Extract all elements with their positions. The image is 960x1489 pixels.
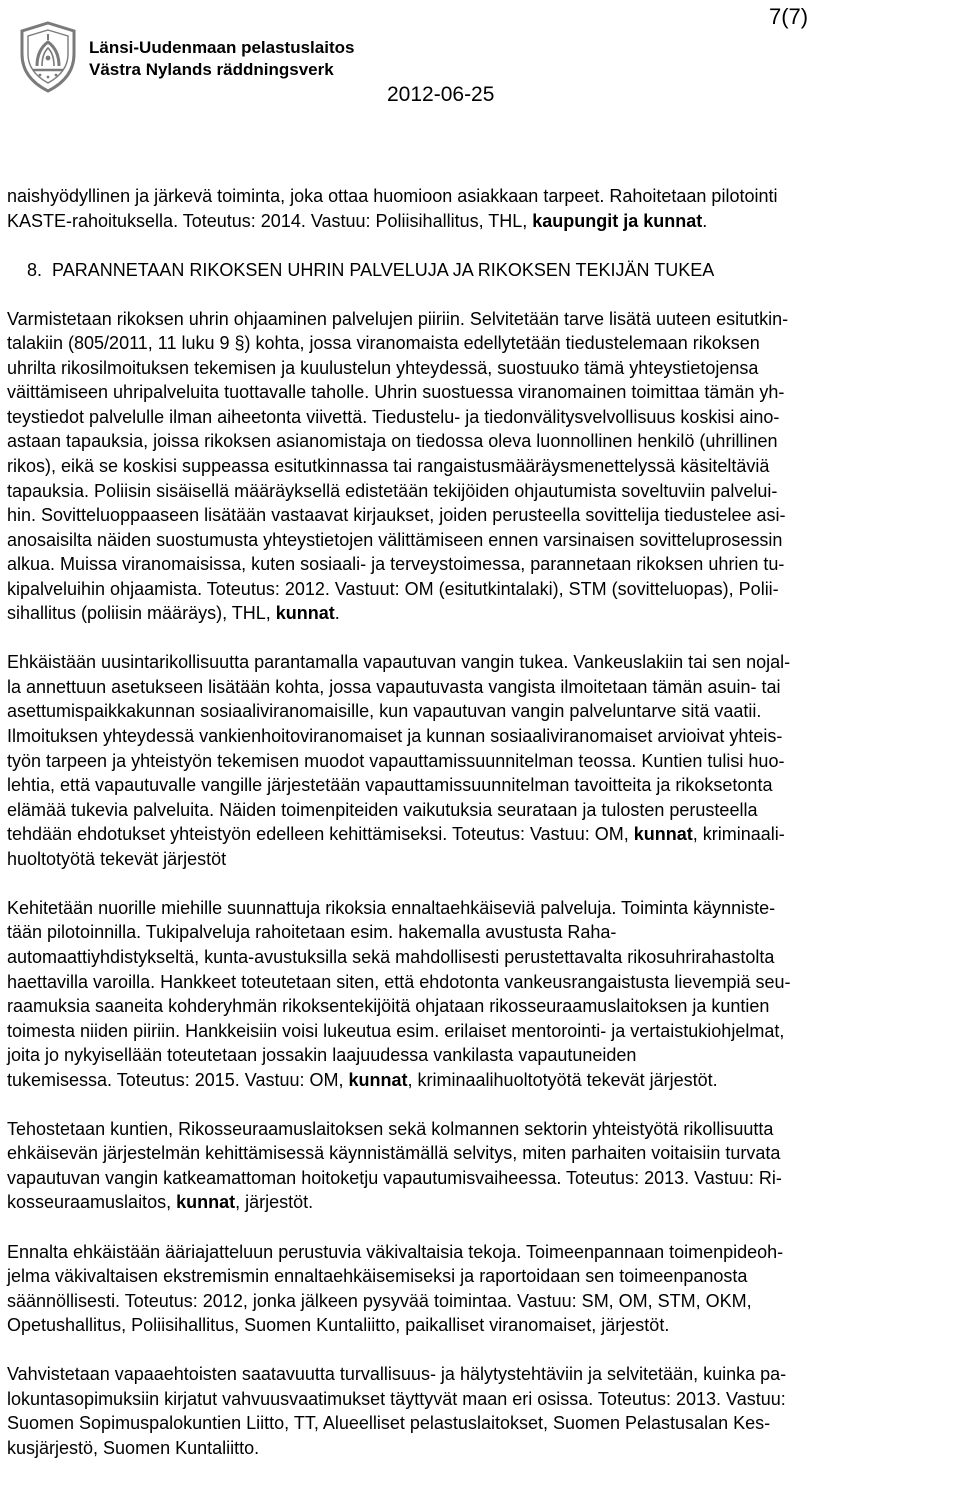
paragraph-3: Kehitetään nuorille miehille suunnattuja rikoksia ennaltaehkäiseviä palveluja. Toiminta käynniste- tään pilotoinnilla. Tukipalveluja rahoitetaan esim. hakemalla avustusta Raha- automaattiyhdistykseltä, kunta-avustuksilla sekä mahdollisesti perustettavalta rikosuhrirahastolta haettavilla varoilla. Hankkeet toteutetaan siten, että ehdotonta vankeusrangaistusta lievempiä seu- raamuksia saaneita kohderyhmän rikoksentekijöitä ohjataan rikosseuraamuslaitoksen ja kuntien toimesta niiden piiriin. Hankkeisiin voisi lukeutua esim. erilaiset mentorointi- ja vertaistukiohjelmat, joita jo nykyisellään toteutetaan jossakin laajuudessa vankilasta vapautuneiden tukemisessa. Toteutus: 2015. Vastuu: OM, kunnat, kriminaalihuoltotyötä tekevät järjestöt. (7, 897, 791, 1090)
section-heading (27, 258, 951, 283)
paragraph-6: Vahvistetaan vapaaehtoisten saatavuutta turvallisuus- ja hälytystehtäviin ja selvitetään, kuinka pa- lokuntasopimuksiin kirjatut vahvuusvaatimukset täyttyvät maan eri osissa. Toteutus: 2013. Vastuu: Suomen Sopimuspalokuntien Liitto, TT, Alueelliset pelastuslaitokset, Suomen Pelastusalan Kes- kusjärjestö, Suomen Kuntaliitto. (7, 1364, 787, 1458)
organization-name-finnish: Länsi-Uudenmaan pelastuslaitos (89, 38, 355, 57)
fire-department-shield-icon (18, 20, 78, 94)
bold-text: kunnat (176, 1192, 236, 1213)
bold-text: kunnat (275, 603, 335, 624)
organization-name-swedish: Västra Nylands räddningsverk (89, 60, 334, 79)
section-title: PARANNETAAN RIKOKSEN UHRIN PALVELUJA JA RIKOKSEN TEKIJÄN TUKEA (52, 259, 715, 280)
paragraph-4: Tehostetaan kuntien, Rikosseuraamuslaitoksen sekä kolmannen sektorin yhteistyötä rikollisuutta ehkäisevän järjestelmän kehittämisessä käynnistämällä selvitys, miten parhaiten voitaisiin turvata vapautuvan vangin katkeamattoman hoitoketju vapautumisvaiheessa. Toteutus: 2013. Vastuu: Ri- kosseuraamuslaitos, kunnat, järjestöt. (7, 1118, 782, 1213)
intro-paragraph: naishyödyllinen ja järkevä toiminta, joka ottaa huomioon asiakkaan tarpeet. Rahoitetaan pilotointi KASTE-rahoituksella. Toteutus: 2014. Vastuu: Poliisihallitus, THL, kaupungit ja kunnat. (7, 186, 778, 231)
paragraph-1: Varmistetaan rikoksen uhrin ohjaaminen palvelujen piiriin. Selvitetään tarve lisätä uuteen esitutkin- talakiin (805/2011, 11 luku 9 §) kohta, jossa viranomaista edellytetään tiedustelemaan rikoksen uhrilta rikosilmoituksen tekemisen ja kuulustelun yhteydessä, suostuuko tämä yhteystietojensa väittämiseen uhripalveluita tuottavalle taholle. Uhrin suostuessa viranomainen toimittaa tämän yh- teystiedot palvelulle ilman aiheetonta viivettä. Tiedustelu- ja tiedonvälitysvelvollisuus koskisi aino- astaan tapauksia, joissa rikoksen asianomistaja on tiedossa oleva luonnollinen henkilö (uhrillinen rikos), eikä se koskisi suppeassa esitutkinnassa tai rangaistusmääräysmenettelyssä käsiteltäviä tapauksia. Poliisin sisäisellä määräyksellä edistetään tekijöiden ohjautumista soveltuviin palvelui- hin. Sovitteluoppaaseen lisätään vastaavat kirjaukset, joiden perusteella sovittelija tiedustelee asi- anosaisilta näiden suostumusta yhteystietojen välittämiseen ennen varsinaisen sovitteluprosessin alkua. Muissa viranomaisissa, kuten sosiaali- ja terveystoimessa, parannetaan rikoksen uhrien tu- kipalveluihin ohjaamista. Toteutus: 2012. Vastuut: OM (esitutkintalaki), STM (sovitteluopas), Polii- sihallitus (poliisin määräys), THL, kunnat. (7, 308, 789, 624)
document-body (7, 184, 951, 1460)
section-number: 8. (27, 259, 43, 280)
paragraph-5: Ennalta ehkäistään ääriajatteluun perustuvia väkivaltaisia tekoja. Toimeenpannaan toimenpideoh- jelma väkivaltaisen ekstremismin ennaltaehkäisemiseksi ja raportoidaan sen toimeenpanosta säännöllisesti. Toteutus: 2012, jonka jälkeen pysyvää toimintaa. Vastuu: SM, OM, STM, OKM, Opetushallitus, Poliisihallitus, Suomen Kuntaliitto, paikalliset viranomaiset, järjestöt. (7, 1241, 784, 1336)
paragraph-2: Ehkäistään uusintarikollisuutta parantamalla vapautuvan vangin tukea. Vankeuslakiin tai sen nojal- la annettuun asetukseen lisätään kohta, jossa vapautuvasta vangista ilmoitetaan tämän asuin- tai asettumispaikkakunnan sosiaaliviranomaisille, kun vapautuvan vangin palveluntarve sitä vaatii. Ilmoituksen yhteydessä vankienhoitoviranomaiset ja kunnan sosiaaliviranomaiset arvioivat yhteis- työn tarpeen ja yhteistyön tekemisen muodot vapauttamissuunnitelman teossa. Kuntien tulisi huo- lehtia, että vapautuvalle vangille järjestetään vapauttamissuunnitelman tavoitteita ja rikoksetonta elämää tukevia palveluita. Näiden toimenpiteiden vaikutuksia seurataan ja tulosten perusteella tehdään ehdotukset yhteistyön edelleen kehittämiseksi. Toteutus: Vastuu: OM, kunnat, kriminaali- huoltotyötä tekevät järjestöt (7, 652, 791, 869)
bold-text: kunnat (348, 1069, 408, 1090)
bold-text: kunnat (633, 824, 693, 845)
bold-text: kaupungit ja kunnat (532, 210, 703, 231)
page-number: 7(7) (769, 4, 809, 29)
document-date: 2012-06-25 (387, 83, 495, 106)
